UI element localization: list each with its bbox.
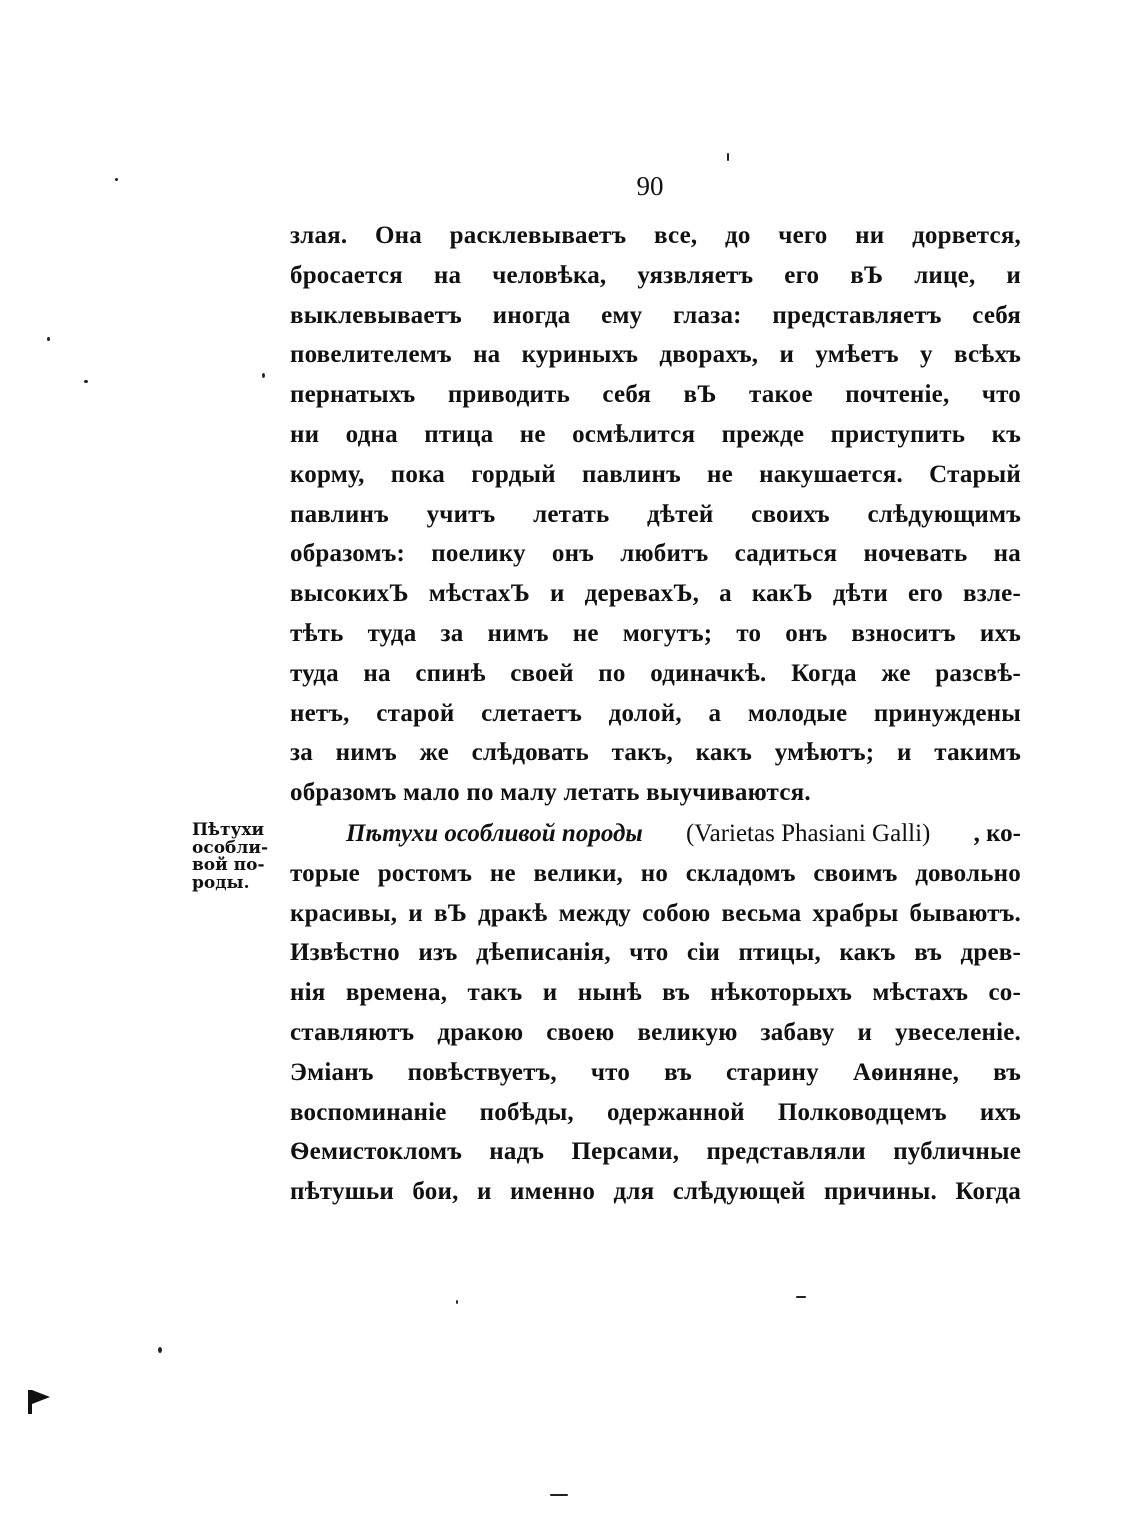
text-line: ни одна птица не осмѣлится прежде приступить къ [290,420,1021,448]
text-line: нія времена, такъ и нынѣ въ нѣкоторыхъ мѣстахъ со- [290,979,1021,1007]
text-line: повелителемъ на куриныхъ дворахъ, и умѣетъ у всѣхъ [290,341,1021,369]
text-line: за нимъ же слѣдовать такъ, какъ умѣютъ; и такимъ [290,739,1021,767]
text-fragment: , ко- [973,820,1021,847]
text-line: нетъ, старой слетаетъ долой, а молодые принуждены [290,699,1021,727]
text-line: корму, пока гордый павлинъ не накушается. Старый [290,460,1021,488]
page-number: 90 [636,171,664,201]
margin-note-line: роды. [192,872,250,893]
text-line: красивы, и вЪ дракѣ между собою весьма храбры бываютъ. [290,899,1021,927]
text-line: выклевываетъ иногда ему глаза: представляетъ себя [290,301,1021,329]
text-line: злая. Она расклевываетъ все, до чего ни дорвется, [290,222,1021,249]
scan-speck [456,1300,458,1304]
margin-note-line: Пѣтухи [192,820,265,840]
scan-speck [47,337,50,341]
text-line: торые ростомъ не велики, но складомъ своимъ довольно [290,859,1021,887]
text-line: Извѣстно изъ дѣеписанія, что сіи птицы, какъ въ древ- [290,939,1021,967]
margin-note-line: особли- [192,837,269,858]
scan-speck [727,153,729,161]
text-line: высокихЪ мѣстахЪ и деревахЪ, а какЪ дѣти его взле- [290,580,1021,608]
scan-speck [115,178,118,181]
section-title: Пѣтухи особливой породы [346,820,643,847]
margin-note-line: вой по- [192,855,265,875]
text-line: образомъ мало по малу летать выучиваются. [290,779,811,807]
scan-speck [262,373,265,378]
text-line: пернатыхъ приводить себя вЪ такое почтеніе, что [290,381,1021,409]
text-line: Ѳемистокломъ надъ Персами, представляли публичные [290,1138,1021,1166]
scan-speck [550,1494,568,1496]
text-line: павлинъ учитъ летать дѣтей своихъ слѣдующимъ [290,500,1021,528]
paragraph-peacock [290,216,1021,813]
text-line: воспоминаніе побѣды, одержанной Полководцемъ ихъ [290,1098,1021,1126]
latin-name: (Varietas Phasiani Galli) [685,820,931,847]
text-line: ставляютъ дракою своею великую забаву и увеселеніе. [290,1018,1021,1046]
text-line: туда на спинѣ своей по одиначкѣ. Когда же разсвѣ- [290,659,1021,687]
paragraph-roosters [290,814,1021,1212]
text-line: Эміанъ повѣствуетъ, что въ старину Аѳиняне, въ [290,1058,1021,1086]
scan-speck [84,380,88,383]
text-line: бросается на человѣка, уязвляетъ его вЪ лице, и [290,261,1021,289]
paragraph-first-line [290,814,1021,854]
margin-note [192,822,282,892]
flag-mark-icon [26,1388,52,1416]
scan-speck [158,1347,162,1353]
text-line: пѣтушьи бои, и именно для слѣдующей причины. Когда [290,1178,1021,1206]
scan-speck [796,1296,806,1298]
text-line: образомъ: поелику онъ любитъ садиться ночевать на [290,540,1021,568]
text-line: тѣть туда за нимъ не могутъ; то онъ взноситъ ихъ [290,619,1021,647]
